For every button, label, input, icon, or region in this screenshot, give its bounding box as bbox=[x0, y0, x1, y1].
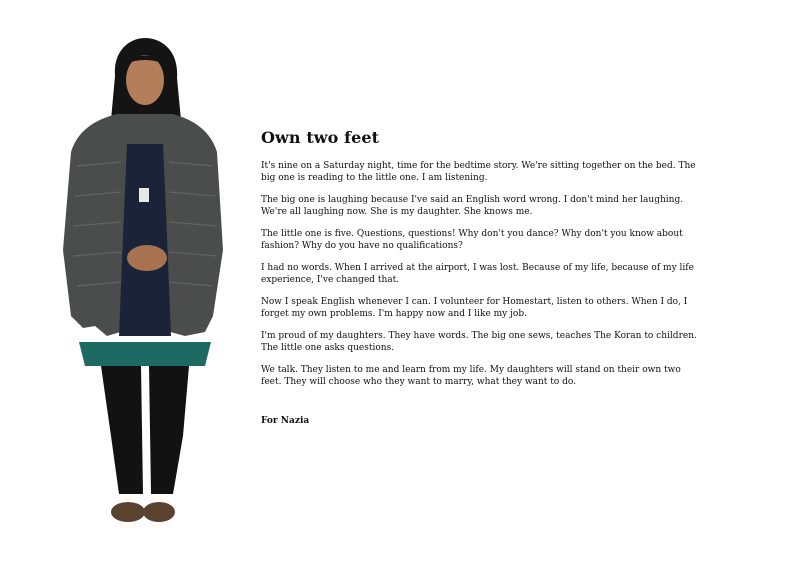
poem-paragraph: The little one is five. Questions, questions! Why don't you dance? Why don't you know about fashion? Why do you have no qualifications? bbox=[261, 228, 683, 251]
poem-paragraph: It's nine on a Saturday night, time for the bedtime story. We're sitting together on the bed. The big one is reading to the little one. I am listening. bbox=[261, 161, 696, 183]
poem-title: Own two feet bbox=[261, 128, 380, 147]
poem-column bbox=[261, 128, 701, 426]
poem-paragraph: We talk. They listen to me and learn from my life. My daughters will stand on their own two feet. They will choose who they want to marry, what they want to do. bbox=[261, 364, 681, 387]
poem-paragraph: I had no words. When I arrived at the airport, I was lost. Because of my life, because of my life experience, I've changed that. bbox=[261, 262, 694, 285]
woman-standing-figure bbox=[55, 36, 235, 531]
dedication: For Nazia bbox=[261, 416, 310, 427]
poem-paragraph: The big one is laughing because I've said an English word wrong. I don't mind her laughing. We're all laughing now. She is my daughter. She knows me. bbox=[261, 194, 684, 217]
portrait-photo bbox=[55, 36, 235, 531]
poem-paragraph: Now I speak English whenever I can. I volunteer for Homestart, listen to others. When I do, I forget my own problems. I'm happy now and I like my job. bbox=[261, 296, 688, 319]
poem-paragraph: I'm proud of my daughters. They have words. The big one sews, teaches The Koran to children. The little one asks questions. bbox=[261, 330, 697, 353]
